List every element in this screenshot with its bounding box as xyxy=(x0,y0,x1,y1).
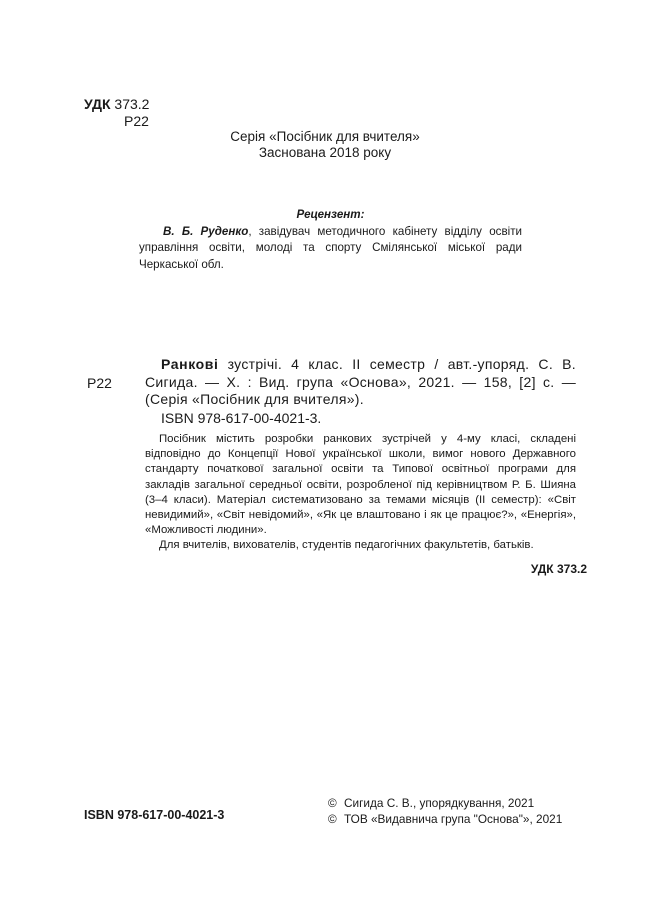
book-title-bold: Ранкові xyxy=(161,356,219,372)
catalog-isbn: ISBN 978-617-00-4021-3. xyxy=(161,409,322,426)
series-title: Серія «Посібник для вчителя» xyxy=(230,129,420,144)
copyright-line xyxy=(328,811,562,827)
udk-block xyxy=(84,96,149,130)
copyright-icon: © xyxy=(328,796,337,810)
bibliographic-rest: зустрічі. 4 клас. ІІ семестр / авт.-упоряд. С. В. Сигида. — Х. : Вид. група «Основа», 2021. — 158, [2] с. — (Серія «Посібник для вчителя»). xyxy=(145,356,576,407)
reviewer-details: , завідувач методичного кабінету відділу освіти управління освіти, молоді та спорту Смілянської міської ради Черкаської обл. xyxy=(139,224,522,271)
catalog-author-sign: Р22 xyxy=(87,375,112,391)
udk-code: 373.2 xyxy=(114,96,150,112)
annotation-audience: Для вчителів, вихователів, студентів педагогічних факультетів, батьків. xyxy=(159,539,534,552)
copyright-icon: © xyxy=(328,812,337,826)
reviewer-body xyxy=(139,224,522,274)
reviewer-name: В. Б. Руденко xyxy=(163,224,249,238)
copyright-text: ТОВ «Видавнича група "Основа"», 2021 xyxy=(344,812,563,826)
copyright-text: Сигида С. В., упорядкування, 2021 xyxy=(344,796,535,810)
series-info xyxy=(0,129,650,161)
copyright-block xyxy=(328,795,562,827)
catalog-udk: УДК 373.2 xyxy=(530,562,587,576)
catalog-card xyxy=(145,356,576,427)
author-sign: Р22 xyxy=(124,113,149,129)
reviewer-block xyxy=(139,207,522,273)
reviewer-heading: Рецензент: xyxy=(296,208,365,221)
footer-isbn: ISBN 978-617-00-4021-3 xyxy=(84,808,225,822)
copyright-line xyxy=(328,795,562,811)
udk-row xyxy=(84,96,149,113)
annotation xyxy=(145,432,576,554)
annotation-description: Посібник містить розробки ранкових зустрічей у 4-му класі, складені відповідно до Концепції Нової української школи, вимог нового Державного стандарту початкової загальної освіти та Типової освітньої програми для закладів загальної середньої освіти, розробленої під керівництвом Р. Б. Шияна (3–4 класи). Матеріал систематизовано за темами місяців (ІІ семестр): «Світ невидимий», «Світ невідомий», «Як це влаштовано і як це працює?», «Енергія», «Можливості людини». xyxy=(145,433,576,537)
udk-label: УДК xyxy=(84,96,111,112)
series-founded: Заснована 2018 року xyxy=(258,145,392,160)
bibliographic-record xyxy=(145,356,576,409)
